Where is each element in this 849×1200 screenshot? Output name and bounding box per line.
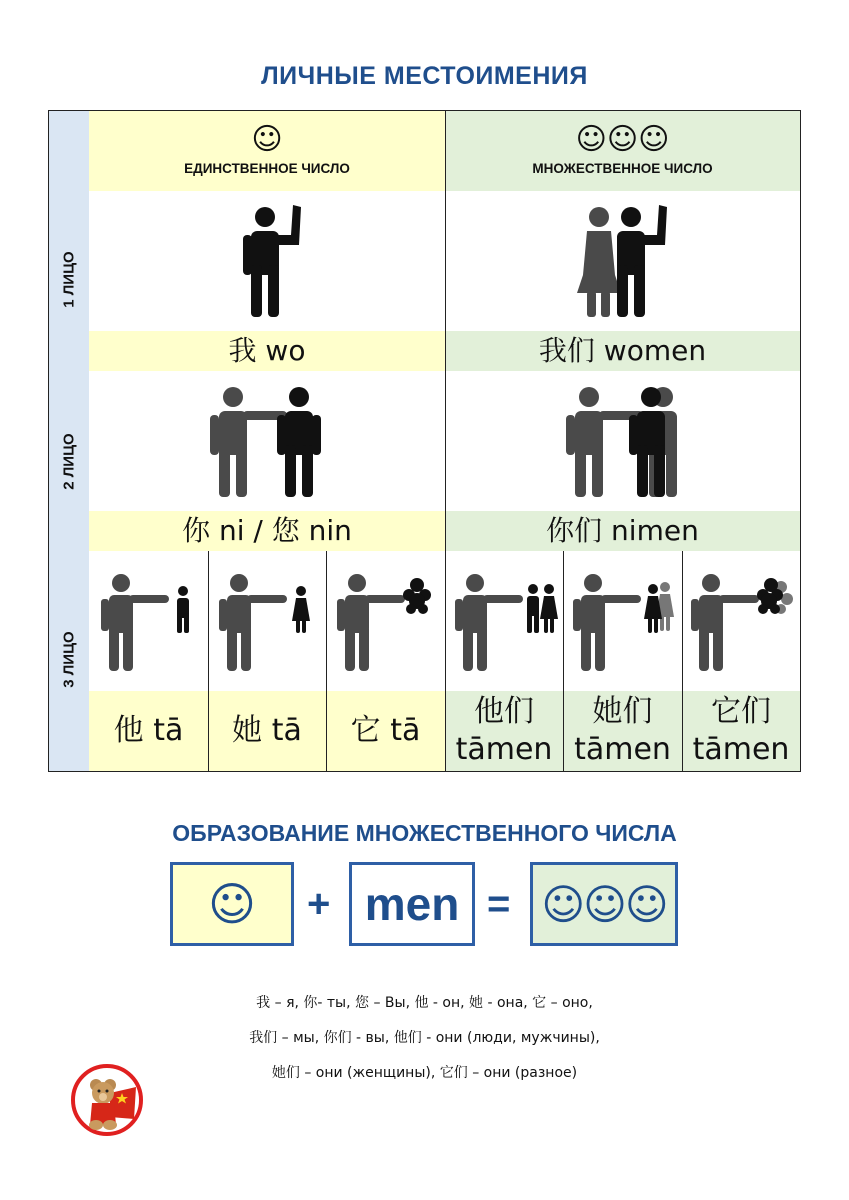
pronoun-table xyxy=(48,110,801,772)
man-waving-icon xyxy=(235,205,305,320)
pronoun-ta-she: 她 tā xyxy=(232,713,302,748)
first-singular-figure xyxy=(89,191,445,331)
first-plural-word xyxy=(445,331,800,371)
man-pointing-women-icon xyxy=(573,573,678,673)
pronoun-tamen-they: 他们 tāmen xyxy=(455,694,553,767)
men-suffix: men xyxy=(364,878,460,930)
divider-3d xyxy=(682,551,683,771)
first-plural-figure xyxy=(445,191,800,331)
header-plural-label: МНОЖЕСТВЕННОЕ ЧИСЛО xyxy=(532,161,713,176)
couple-waving-icon xyxy=(573,205,673,320)
note-line-3: 她们 – они (женщины), 它们 – они (разное) xyxy=(271,1065,578,1081)
man-pointing-man-icon xyxy=(101,573,196,673)
page-title: ЛИЧНЫЕ МЕСТОИМЕНИЯ xyxy=(261,62,588,90)
pronoun-ta-it: 它 tā xyxy=(350,713,421,748)
note-line-1: 我 – я, 你- ты, 您 – Вы, 他 - он, 她 - она, 它 – оно, xyxy=(256,995,593,1011)
pronoun-nimen: 你们 nimen xyxy=(546,514,699,547)
second-singular-word xyxy=(89,511,445,551)
man-pointing-woman-icon xyxy=(219,573,314,673)
pronoun-wo: 我 wo xyxy=(228,334,306,367)
note-line-2: 我们 – мы, 你们 - вы, 他们 - они (люди, мужчины), xyxy=(249,1030,600,1046)
header-singular xyxy=(89,111,445,191)
smiles-icon: ☺☺☺ xyxy=(541,879,667,929)
plural-section-title: ОБРАЗОВАНИЕ МНОЖЕСТВЕННОГО ЧИСЛА xyxy=(172,820,677,846)
first-singular-word xyxy=(89,331,445,371)
row-label-first: 1 ЛИЦО xyxy=(60,251,78,308)
row-label-second: 2 ЛИЦО xyxy=(60,433,78,490)
teddy-bear-china-flag-logo xyxy=(70,1063,144,1137)
pronoun-tamen-they-things: 它们 tāmen xyxy=(692,694,790,767)
center-divider xyxy=(445,111,446,771)
smiles-icon: ☺☺☺ xyxy=(575,122,670,157)
divider-3a xyxy=(208,551,209,771)
man-pointing-things-icon xyxy=(691,573,796,673)
divider-3c xyxy=(563,551,564,771)
man-pointing-person-icon xyxy=(207,385,327,500)
header-plural xyxy=(445,111,800,191)
pronoun-tamen-they-women: 她们 tāmen xyxy=(574,694,671,767)
second-singular-figure xyxy=(89,371,445,511)
equals-sign: = xyxy=(487,882,511,926)
pronoun-ni-nin: 你 ni / 您 nin xyxy=(182,514,352,547)
second-plural-word xyxy=(445,511,800,551)
divider-3b xyxy=(326,551,327,771)
man-pointing-couple-icon xyxy=(455,573,560,673)
men-suffix-box xyxy=(349,862,475,946)
man-pointing-people-icon xyxy=(563,385,688,500)
smile-icon: ☺ xyxy=(251,122,283,157)
second-plural-figure xyxy=(445,371,800,511)
single-smile-box xyxy=(170,862,294,946)
smile-icon: ☺ xyxy=(208,877,256,931)
row-label-third: 3 ЛИЦО xyxy=(60,631,78,688)
many-smiles-box xyxy=(530,862,678,946)
pronoun-ta-he: 他 tā xyxy=(113,713,184,748)
man-pointing-thing-icon xyxy=(337,573,432,673)
pronoun-women: 我们 women xyxy=(538,334,707,367)
header-singular-label: ЕДИНСТВЕННОЕ ЧИСЛО xyxy=(184,161,350,176)
plus-sign: + xyxy=(307,882,331,926)
